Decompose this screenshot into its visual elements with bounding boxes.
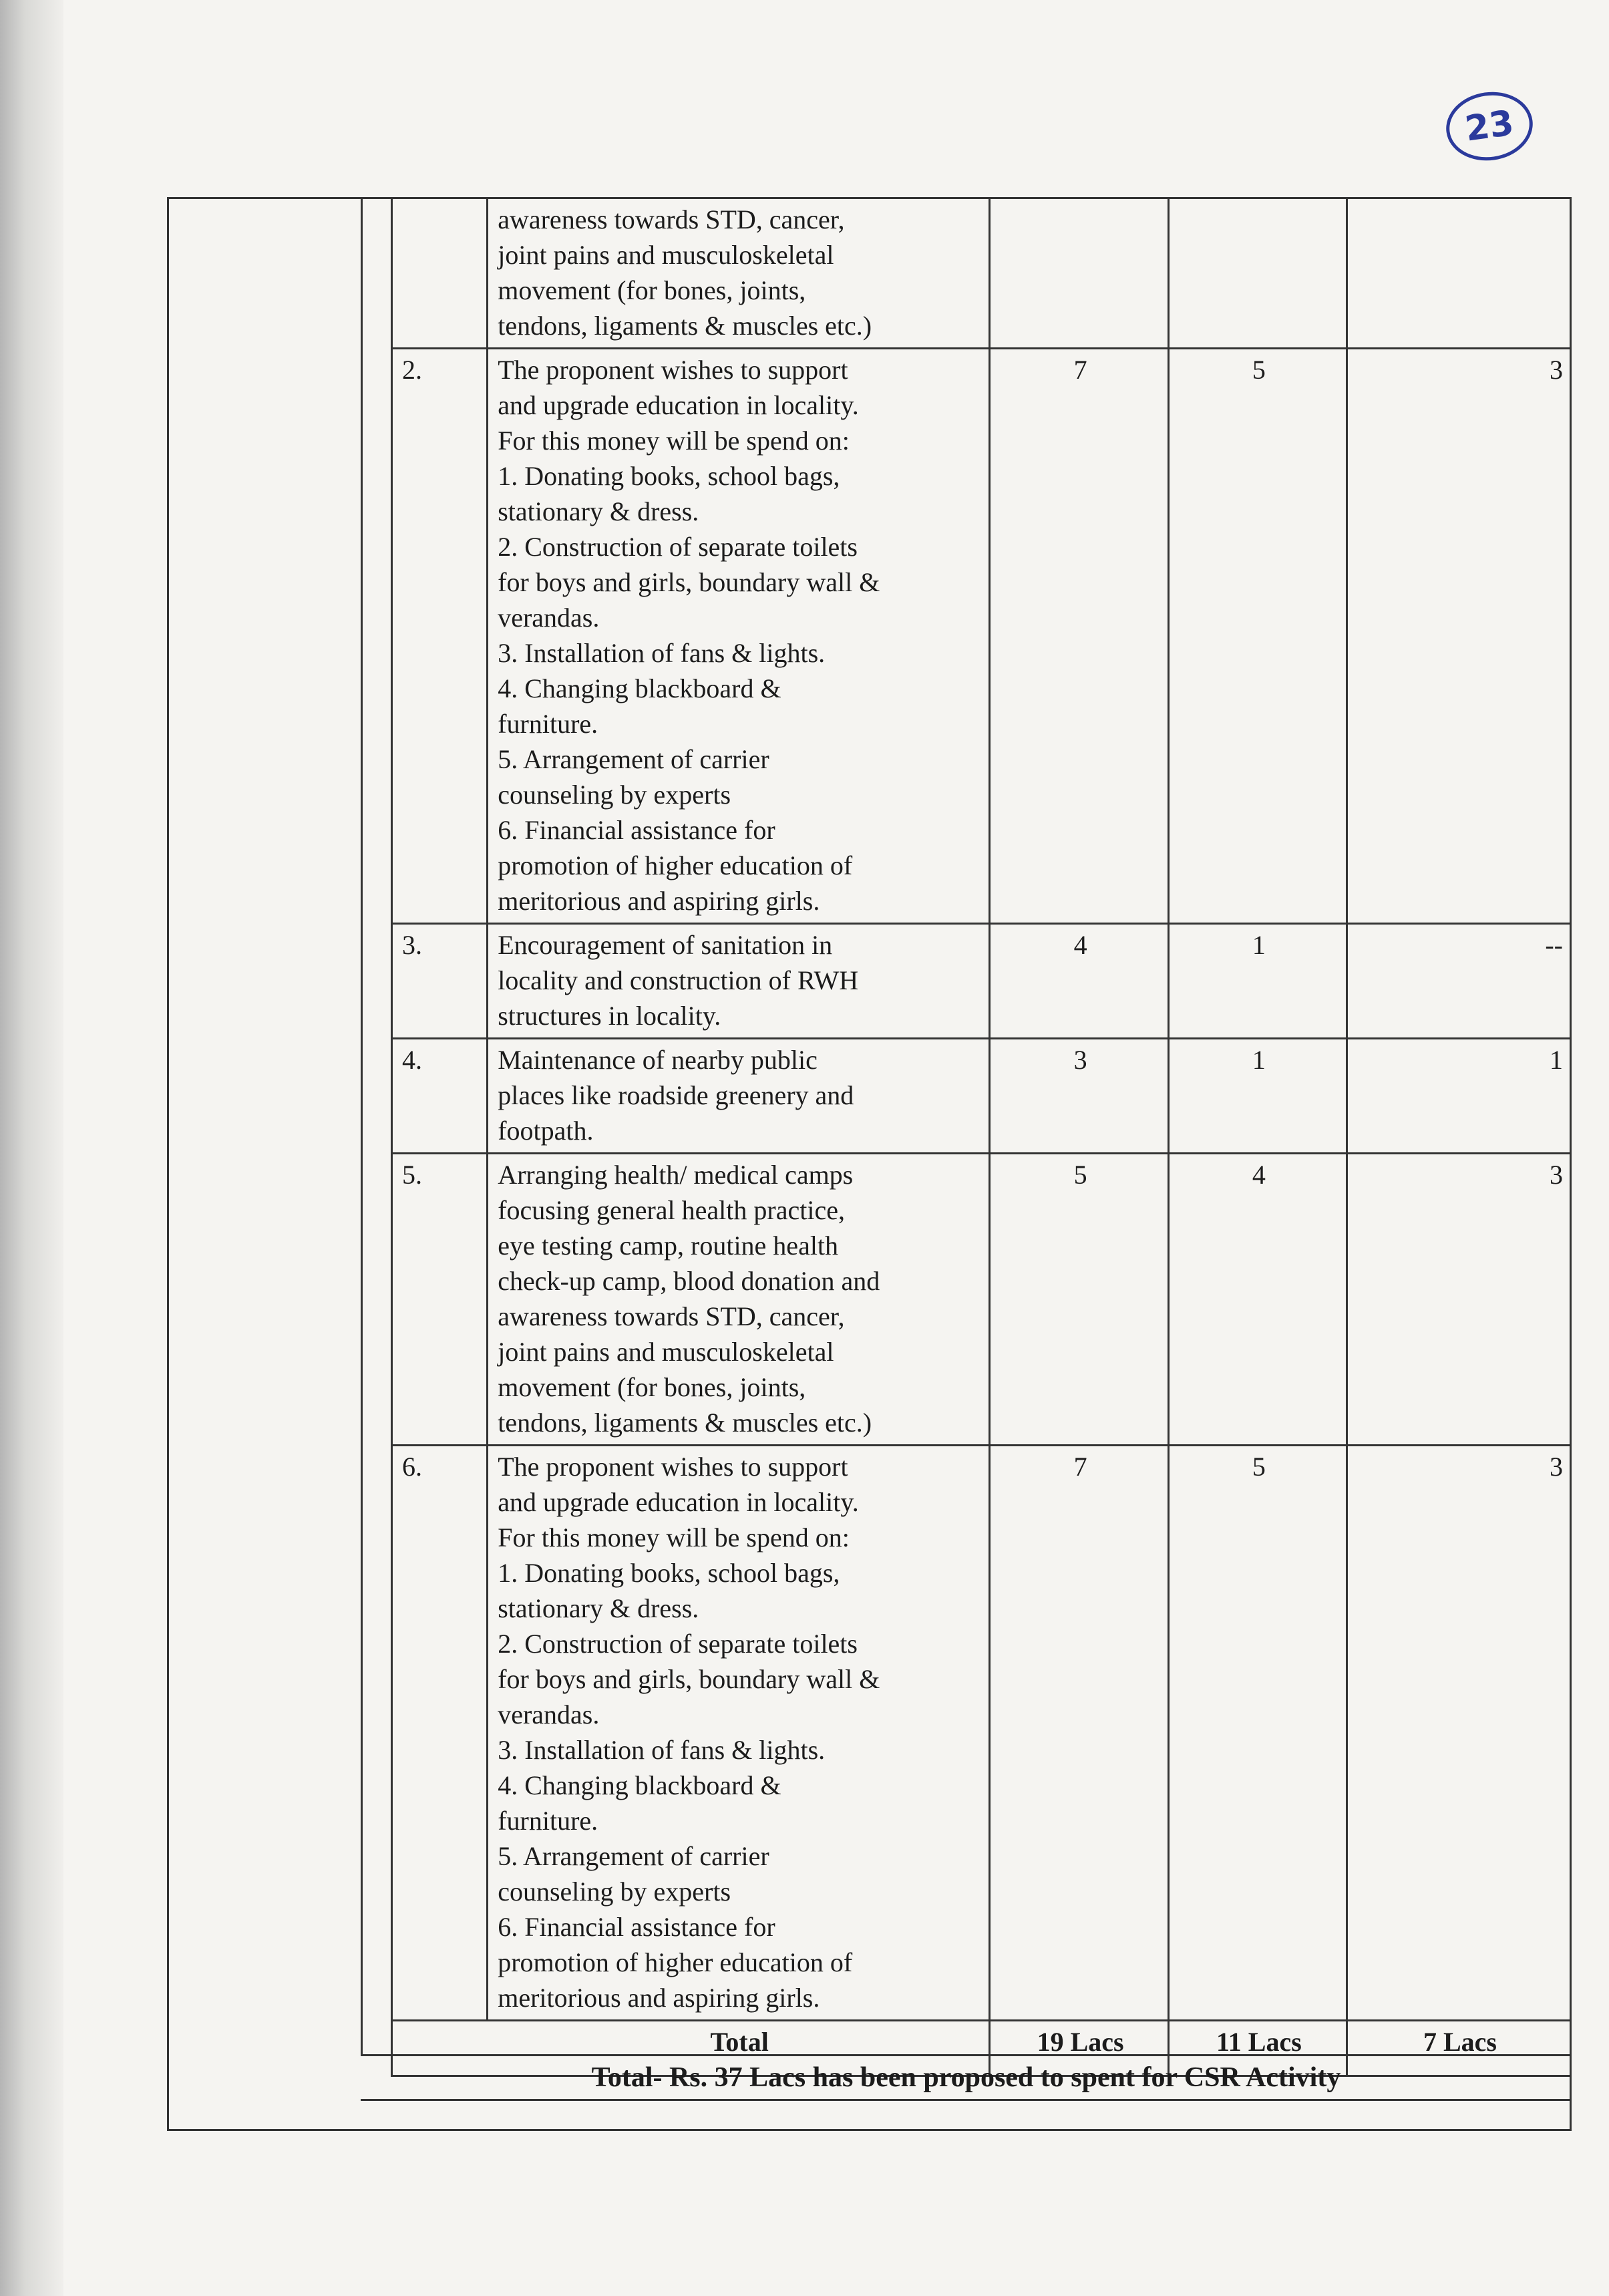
activity-line: 1. Donating books, school bags, [498,461,840,491]
scan-edge-shadow [0,0,63,2296]
activity-line: promotion of higher education of [498,1947,853,1977]
activity-line: awareness towards STD, cancer, [498,204,845,234]
amount-v1: 5 [990,1154,1168,1446]
activity-line: meritorious and aspiring girls. [498,1983,820,2013]
amount-v2: 1 [1168,924,1347,1039]
amount-v1: 7 [990,349,1168,924]
activity-line: 6. Financial assistance for [498,1912,775,1942]
activity-description [488,1446,990,2021]
activity-line: 1. Donating books, school bags, [498,1558,840,1588]
activity-line: focusing general health practice, [498,1195,845,1225]
activity-line: 2. Construction of separate toilets [498,1629,858,1659]
activity-line: awareness towards STD, cancer, [498,1301,845,1331]
table-row [392,1154,1571,1446]
activity-description [488,1154,990,1446]
activity-line: and upgrade education in locality. [498,390,859,420]
activity-line: 3. Installation of fans & lights. [498,1735,826,1765]
activity-line: joint pains and musculoskeletal [498,1337,834,1367]
serial-number: 6. [392,1446,488,2021]
activity-line: movement (for bones, joints, [498,275,806,305]
activity-line: 4. Changing blackboard & [498,673,781,703]
activity-description [488,349,990,924]
activity-line: furniture. [498,1806,598,1836]
activity-line: stationary & dress. [498,1593,699,1623]
activity-line: Encouragement of sanitation in [498,930,833,960]
activity-line: verandas. [498,1699,600,1730]
serial-number [392,198,488,349]
activity-line: structures in locality. [498,1001,721,1031]
activity-line: stationary & dress. [498,496,699,526]
serial-number: 5. [392,1154,488,1446]
page-number: 23 [1442,86,1538,166]
total-label: Total [488,2021,990,2076]
table-row [392,198,1571,349]
activity-line: 5. Arrangement of carrier [498,744,769,774]
table-row [392,1039,1571,1154]
activity-line: counseling by experts [498,1876,731,1907]
table-row [392,924,1571,1039]
activity-line: Arranging health/ medical camps [498,1160,854,1190]
amount-v1: 4 [990,924,1168,1039]
amount-v2: 5 [1168,1446,1347,2021]
amount-v2: 4 [1168,1154,1347,1446]
amount-v1: 7 [990,1446,1168,2021]
activity-line: counseling by experts [498,780,731,810]
activity-line: 5. Arrangement of carrier [498,1841,769,1871]
activity-line: tendons, ligaments & muscles etc.) [498,1408,872,1438]
activity-line: 6. Financial assistance for [498,815,775,845]
amount-v2: 1 [1168,1039,1347,1154]
frame-divider [361,197,363,2054]
activity-line: verandas. [498,603,600,633]
activity-line: check-up camp, blood donation and [498,1266,880,1296]
amount-v1: 3 [990,1039,1168,1154]
activity-line: joint pains and musculoskeletal [498,240,834,270]
csr-activity-table [391,197,1572,2077]
activity-line: 2. Construction of separate toilets [498,532,858,562]
total-v2: 11 Lacs [1168,2021,1347,2076]
amount-v2 [1168,198,1347,349]
activity-line: locality and construction of RWH [498,965,859,995]
activity-line: The proponent wishes to support [498,355,848,385]
activity-line: Maintenance of nearby public [498,1045,818,1075]
activity-line: tendons, ligaments & muscles etc.) [498,311,872,341]
activity-line: For this money will be spend on: [498,426,850,456]
grand-total-statement: Total- Rs. 37 Lacs has been proposed to spent for CSR Activity [361,2054,1572,2101]
activity-line: furniture. [498,709,598,739]
activity-line: for boys and girls, boundary wall & [498,1664,880,1694]
activity-line: eye testing camp, routine health [498,1231,839,1261]
activity-line: promotion of higher education of [498,850,853,880]
activity-line: movement (for bones, joints, [498,1372,806,1402]
amount-v1 [990,198,1168,349]
activity-line: 3. Installation of fans & lights. [498,638,826,668]
activity-description [488,1039,990,1154]
serial-number: 2. [392,349,488,924]
activity-line: footpath. [498,1116,594,1146]
amount-v3: 3 [1347,349,1571,924]
amount-v3: -- [1347,924,1571,1039]
amount-v3: 3 [1347,1446,1571,2021]
activity-line: places like roadside greenery and [498,1080,854,1110]
activity-line: 4. Changing blackboard & [498,1770,781,1800]
serial-number: 3. [392,924,488,1039]
activity-line: For this money will be spend on: [498,1522,850,1552]
activity-line: The proponent wishes to support [498,1452,848,1482]
activity-description [488,924,990,1039]
amount-v3: 3 [1347,1154,1571,1446]
activity-line: for boys and girls, boundary wall & [498,567,880,597]
amount-v3: 1 [1347,1039,1571,1154]
activity-line: meritorious and aspiring girls. [498,886,820,916]
total-v1: 19 Lacs [990,2021,1168,2076]
activity-line: and upgrade education in locality. [498,1487,859,1517]
table-row [392,1446,1571,2021]
total-v3: 7 Lacs [1347,2021,1571,2076]
amount-v3 [1347,198,1571,349]
activity-description [488,198,990,349]
amount-v2: 5 [1168,349,1347,924]
serial-number: 4. [392,1039,488,1154]
table-row [392,349,1571,924]
